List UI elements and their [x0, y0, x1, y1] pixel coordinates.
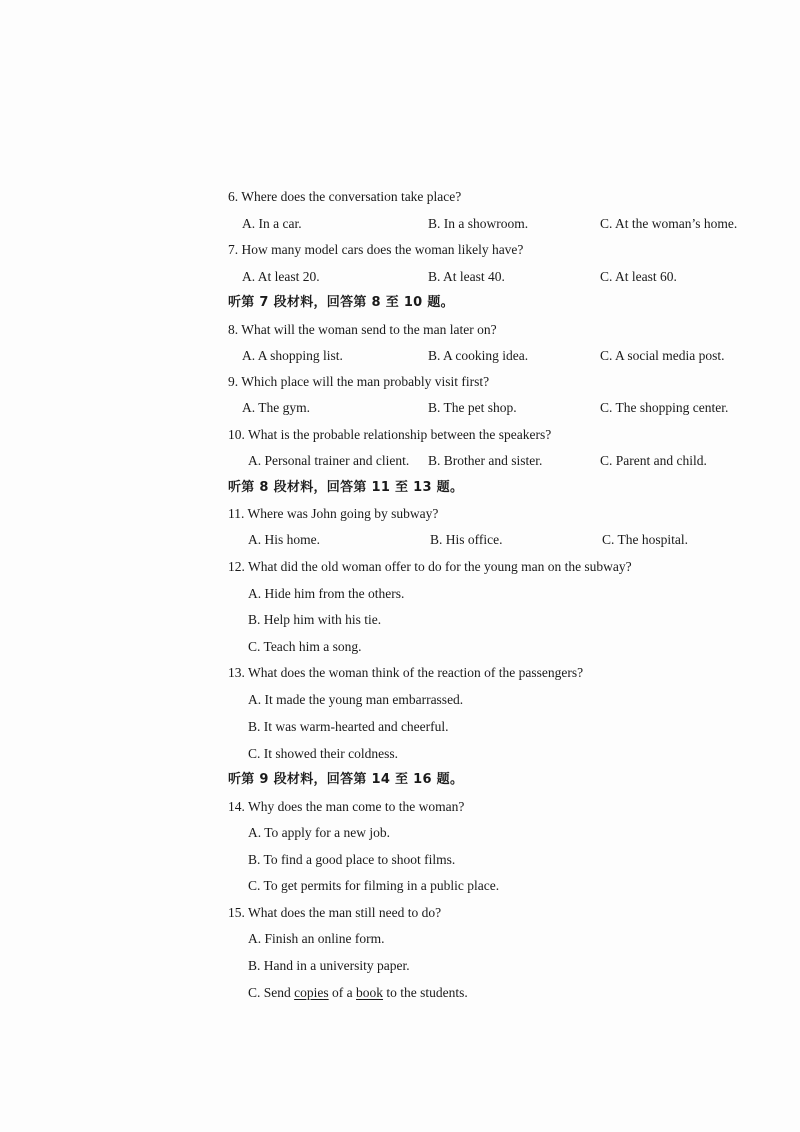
underlined-word-copies: copies [294, 985, 329, 1000]
question-7-option-a: A. At least 20. [242, 269, 320, 284]
question-8-option-b: B. A cooking idea. [428, 348, 529, 363]
question-13-option-b: B. It was warm-hearted and cheerful. [248, 719, 449, 734]
question-11-option-b: B. His office. [430, 532, 503, 547]
question-14-stem: 14. Why does the man come to the woman? [228, 799, 465, 814]
question-8-stem: 8. What will the woman send to the man later on? [228, 322, 497, 337]
underlined-word-book: book [356, 985, 384, 1000]
section-header-9: 听第 9 段材料，回答第 14 至 16 题。 [228, 772, 464, 787]
question-13-stem: 13. What does the woman think of the reaction of the passengers? [228, 665, 584, 680]
question-7-stem: 7. How many model cars does the woman likely have? [228, 242, 524, 257]
question-6-stem: 6. Where does the conversation take place? [228, 189, 462, 204]
question-15-option-c-mid: of a [328, 985, 357, 1000]
question-8-option-a: A. A shopping list. [242, 348, 343, 363]
question-15-option-c-pre: C. Send [248, 985, 295, 1000]
question-7-option-b: B. At least 40. [428, 269, 505, 284]
question-10-option-b: B. Brother and sister. [428, 453, 543, 468]
question-9-option-c: C. The shopping center. [600, 400, 729, 415]
question-12-stem: 12. What did the old woman offer to do for the young man on the subway? [228, 559, 632, 574]
question-10-stem: 10. What is the probable relationship between the speakers? [228, 427, 552, 442]
question-7-option-c: C. At least 60. [600, 269, 677, 284]
question-8-option-c: C. A social media post. [600, 348, 725, 363]
section-header-8: 听第 8 段材料，回答第 11 至 13 题。 [228, 480, 464, 495]
question-12-option-a: A. Hide him from the others. [248, 586, 405, 601]
question-11-option-a: A. His home. [248, 532, 320, 547]
question-10-option-c: C. Parent and child. [600, 453, 707, 468]
question-11-option-c: C. The hospital. [602, 532, 688, 547]
question-15-stem: 15. What does the man still need to do? [228, 905, 442, 920]
question-13-option-c: C. It showed their coldness. [248, 746, 398, 761]
question-11-stem: 11. Where was John going by subway? [228, 506, 439, 521]
question-15-option-c-post: to the students. [383, 985, 468, 1000]
question-15-option-a: A. Finish an online form. [248, 931, 385, 946]
question-14-option-c: C. To get permits for filming in a public place. [248, 878, 500, 893]
question-9-stem: 9. Which place will the man probably visit first? [228, 374, 490, 389]
section-header-7: 听第 7 段材料，回答第 8 至 10 题。 [228, 295, 454, 310]
question-14-option-a: A. To apply for a new job. [248, 825, 391, 840]
question-9-option-a: A. The gym. [242, 400, 310, 415]
question-14-option-b: B. To find a good place to shoot films. [248, 852, 456, 867]
question-15-option-b: B. Hand in a university paper. [248, 958, 410, 973]
question-9-option-b: B. The pet shop. [428, 400, 517, 415]
question-12-option-b: B. Help him with his tie. [248, 612, 382, 627]
question-13-option-a: A. It made the young man embarrassed. [248, 692, 464, 707]
question-6-option-c: C. At the woman’s home. [600, 216, 738, 231]
question-6-option-b: B. In a showroom. [428, 216, 529, 231]
question-10-option-a: A. Personal trainer and client. [248, 453, 410, 468]
question-15-option-c [248, 984, 468, 1002]
question-12-option-c: C. Teach him a song. [248, 639, 362, 654]
question-6-option-a: A. In a car. [242, 216, 302, 231]
